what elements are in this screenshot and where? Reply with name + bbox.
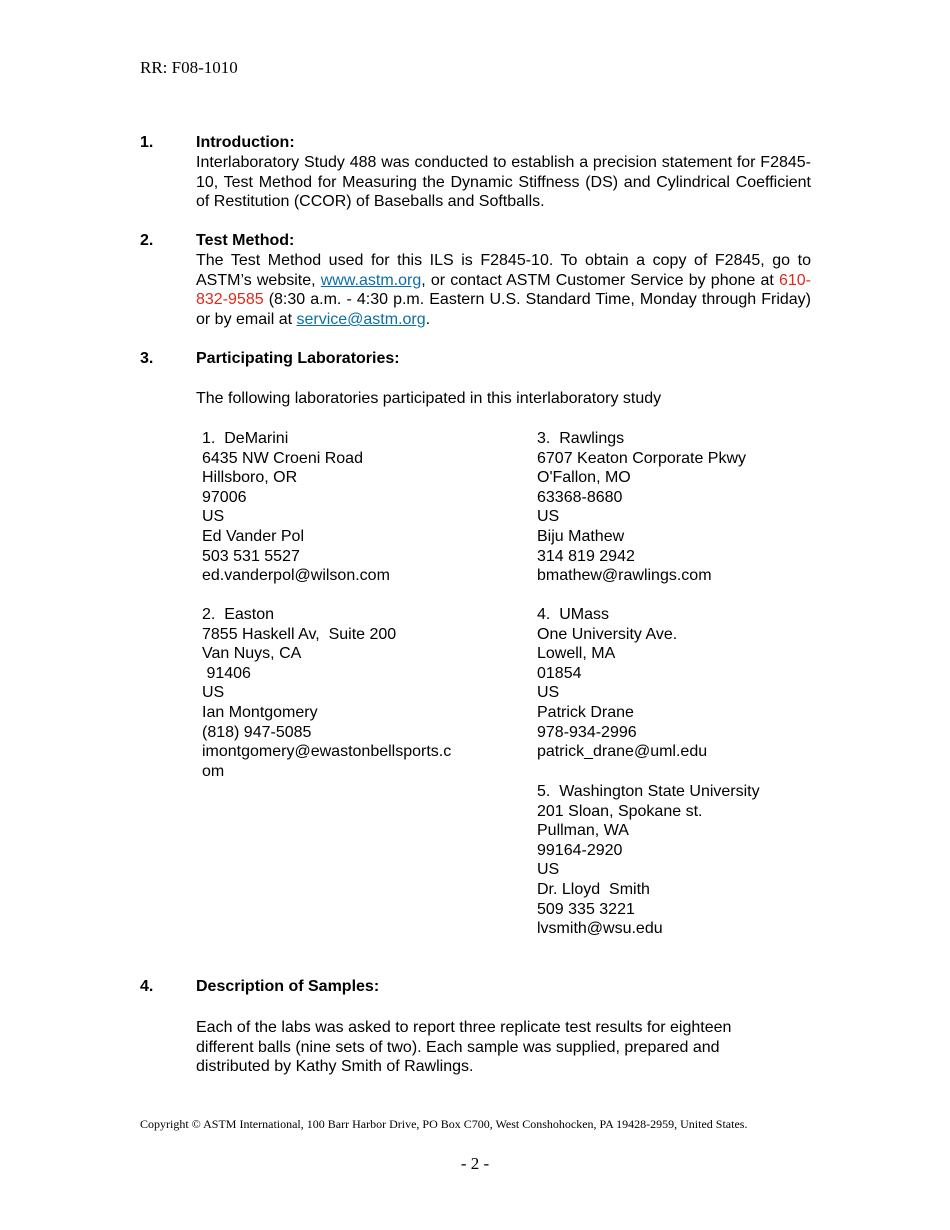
lab-zip: 97006 [202, 488, 247, 506]
section-title-description-of-samples: Description of Samples: [196, 978, 380, 995]
customer-service-phone: 610-832-9585 [196, 271, 812, 309]
report-header: RR: F08-1010 [140, 58, 238, 77]
lab-contact: Patrick Drane [537, 703, 634, 721]
lab-city: O'Fallon, MO [537, 469, 631, 487]
lab-street: 7855 Haskell Av, Suite 200 [202, 625, 397, 643]
test-method-text-b: , or contact ASTM Customer Service by phone at [421, 271, 779, 289]
lab-name: 2. Easton [202, 606, 275, 623]
lab-phone: (818) 947-5085 [202, 723, 312, 741]
lab-name: 3. Rawlings [537, 430, 625, 447]
section-number-1: 1. [140, 134, 154, 151]
lab-phone: 314 819 2942 [537, 547, 635, 565]
service-email-link[interactable]: service@astm.org [296, 311, 426, 329]
section-title-test-method: Test Method: [196, 232, 295, 249]
lab-name: 5. Washington State University [537, 783, 760, 800]
lab-contact: Ed Vander Pol [202, 527, 304, 545]
section-title-introduction: Introduction: [196, 134, 295, 151]
lab-street: 6435 NW Croeni Road [202, 449, 363, 467]
test-method-text-d: . [425, 311, 431, 329]
lab-email: imontgomery@ewastonbellsports.c [202, 743, 452, 761]
lab-zip: 99164-2920 [537, 841, 623, 859]
section-number-4: 4. [140, 978, 154, 995]
page-number: - 2 - [460, 1154, 490, 1173]
test-method-paragraph [196, 251, 811, 330]
lab-email-continued: om [202, 762, 225, 780]
lab-country: US [537, 508, 560, 526]
lab-entry-rawlings [537, 429, 746, 586]
lab-phone: 503 531 5527 [202, 547, 300, 565]
section-number-3: 3. [140, 350, 154, 367]
lab-city: Pullman, WA [537, 822, 629, 840]
lab-email: ed.vanderpol@wilson.com [202, 567, 390, 585]
lab-contact: Biju Mathew [537, 527, 625, 545]
lab-email: bmathew@rawlings.com [537, 567, 712, 585]
lab-zip: 91406 [202, 664, 251, 682]
lab-zip: 01854 [537, 664, 582, 682]
lab-city: Lowell, MA [537, 645, 616, 663]
lab-street: 201 Sloan, Spokane st. [537, 802, 703, 820]
lab-entry-easton [202, 605, 451, 781]
copyright-footer: Copyright © ASTM International, 100 Barr Harbor Drive, PO Box C700, West Conshohocken, PA 19428-2959, United States. [140, 1117, 748, 1131]
lab-email: lvsmith@wsu.edu [537, 920, 663, 938]
lab-street: 6707 Keaton Corporate Pkwy [537, 449, 747, 467]
lab-country: US [202, 508, 225, 526]
labs-intro: The following laboratories participated in this interlaboratory study [196, 390, 662, 407]
lab-phone: 978-934-2996 [537, 723, 637, 741]
lab-name: 1. DeMarini [202, 430, 289, 447]
introduction-text: Interlaboratory Study 488 was conducted to establish a precision statement for F2845-10, Test Method for Measuring the Dynamic Stiffness (DS) and Cylindrical Coefficient of Restitution (CCOR) of Baseballs and Softballs. [196, 154, 811, 211]
lab-city: Hillsboro, OR [202, 469, 298, 487]
lab-city: Van Nuys, CA [202, 645, 302, 663]
samples-paragraph: Each of the labs was asked to report three replicate test results for eighteen different balls (nine sets of two). Each sample was supplied, prepared and distributed by Kathy Smith of Rawlings. [196, 1019, 732, 1076]
lab-name: 4. UMass [537, 606, 610, 623]
lab-contact: Ian Montgomery [202, 703, 318, 721]
lab-country: US [537, 684, 560, 702]
lab-country: US [202, 684, 225, 702]
astm-website-link[interactable]: www.astm.org [320, 271, 422, 289]
lab-entry-umass [537, 605, 707, 762]
test-method-text-c: (8:30 a.m. - 4:30 p.m. Eastern U.S. Standard Time, Monday through Friday) or by email at [196, 291, 811, 329]
lab-phone: 509 335 3221 [537, 900, 635, 918]
test-method-text-a: The Test Method used for this ILS is F2845-10. To obtain a copy of F2845, go to ASTM’s website, [196, 252, 811, 289]
introduction-paragraph [196, 153, 811, 212]
section-number-2: 2. [140, 232, 154, 249]
lab-email: patrick_drane@uml.edu [537, 743, 708, 761]
section-title-participating-laboratories: Participating Laboratories: [196, 350, 400, 367]
lab-country: US [537, 861, 560, 879]
lab-zip: 63368-8680 [537, 488, 623, 506]
lab-entry-demarini [202, 429, 390, 586]
lab-entry-washington-state [537, 782, 760, 939]
lab-street: One University Ave. [537, 625, 678, 643]
lab-contact: Dr. Lloyd Smith [537, 880, 650, 898]
